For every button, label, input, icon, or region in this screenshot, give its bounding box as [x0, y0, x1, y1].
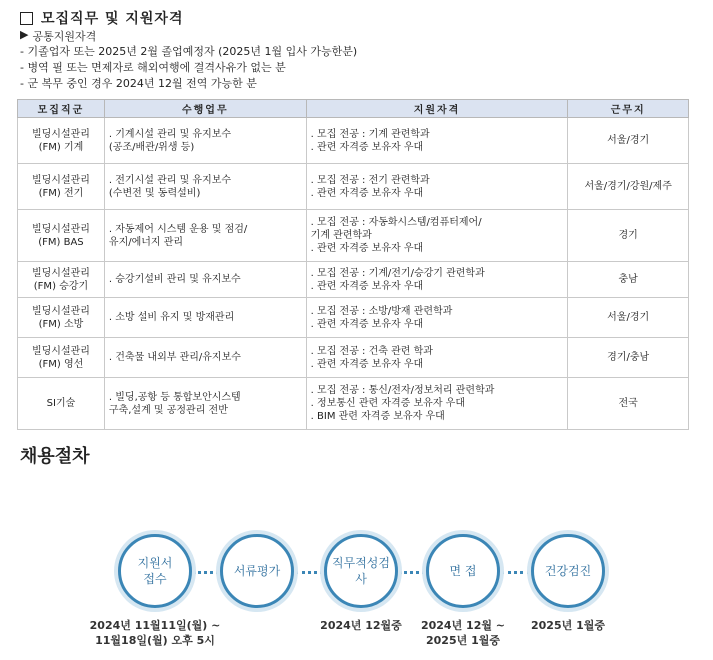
cell-qualifications: [306, 118, 568, 164]
cell-qualifications: [306, 378, 568, 430]
cell-duties: [104, 378, 306, 430]
process-step-label: 직무적성검사: [332, 556, 390, 586]
cell-duties: [104, 298, 306, 338]
cell-qualifications-line: . 관련 자격증 보유자 우대: [310, 280, 424, 292]
cell-location: 서울/경기: [568, 298, 689, 338]
cell-position: [18, 164, 105, 210]
cell-position: [18, 262, 105, 298]
cell-location: 전국: [568, 378, 689, 430]
cell-position-line: (FM) 승강기: [33, 280, 89, 292]
cell-duties-line: (공조/배관/위생 등): [108, 141, 195, 153]
process-step-label: 서류평가: [233, 564, 281, 578]
process-step-circle: [118, 534, 192, 608]
section-heading-text: 모집직무 및 지원자격: [41, 11, 184, 27]
cell-qualifications-line: . 정보통신 관련 자격증 보유자 우대: [310, 398, 465, 409]
cell-qualifications-line: . 모집 전공 : 자동화시스템/컴퓨터제어/: [310, 217, 482, 228]
cell-position-line: (FM) 기계: [38, 141, 84, 153]
cell-qualifications: [306, 338, 568, 378]
cell-position: [18, 378, 105, 430]
cell-qualifications-line: . BIM 관련 자격증 보유자 우대: [310, 411, 445, 422]
process-step-label: 면 접: [449, 564, 477, 578]
connector-dotted-line: [501, 571, 530, 574]
cell-duties-line: . 소방 설비 유지 및 방재관리: [108, 312, 235, 323]
process-step-date-line: 2025년 1월중: [426, 634, 500, 647]
process-step-date-line: 2025년 1월중: [531, 619, 605, 632]
process-step-date-line: 2024년 12월중: [320, 619, 402, 632]
process-step-date-line: 2024년 11월11일(월) ~: [89, 619, 221, 632]
header-duties: 수행업무: [104, 100, 306, 118]
cell-position: [18, 210, 105, 262]
cell-duties-line: 구축,설계 및 공정관리 전반: [108, 404, 228, 416]
cell-position-line: (FM) 영선: [38, 358, 84, 370]
jobs-table: [17, 99, 689, 430]
checkbox-square-icon: [20, 12, 33, 25]
cell-duties: [104, 210, 306, 262]
requirement-item: - 병역 필 또는 면제자로 해외여행에 결격사유가 없는 분: [20, 61, 286, 74]
table-row: [18, 210, 689, 262]
cell-position-line: 빌딩시설관리: [31, 267, 90, 279]
cell-qualifications: [306, 298, 568, 338]
cell-qualifications-line: . 관련 자격증 보유자 우대: [310, 243, 424, 254]
process-step-circle: [324, 534, 398, 608]
cell-qualifications: [306, 164, 568, 210]
cell-location: 충남: [568, 262, 689, 298]
table-header-row: [18, 100, 689, 118]
table-row: [18, 298, 689, 338]
cell-qualifications-line: . 모집 전공 : 기계 관련학과: [310, 128, 430, 140]
cell-duties: [104, 118, 306, 164]
connector-dotted-line: [399, 571, 425, 574]
common-requirements: [20, 44, 357, 92]
header-position: 모집직군: [18, 100, 105, 118]
cell-qualifications-line: . 모집 전공 : 전기 관련학과: [310, 174, 430, 186]
cell-qualifications-line: 기계 관련학과: [310, 230, 372, 241]
cell-location: 서울/경기/강원/제주: [568, 164, 689, 210]
cell-location: 경기: [568, 210, 689, 262]
requirement-item: - 군 복무 중인 경우 2024년 12월 전역 가능한 분: [20, 77, 257, 90]
process-step-date-line: 2024년 12월 ~: [420, 619, 506, 632]
requirement-item: - 기졸업자 또는 2025년 2월 졸업예정자 (2025년 1월 입사 가능한분): [20, 45, 358, 58]
connector-dotted-line: [295, 571, 323, 574]
table-row: [18, 118, 689, 164]
cell-qualifications: [306, 262, 568, 298]
header-qualifications: 지원자격: [306, 100, 568, 118]
process-step-circle: [220, 534, 294, 608]
cell-position-line: 빌딩시설관리: [31, 305, 90, 317]
cell-location: 서울/경기: [568, 118, 689, 164]
cell-qualifications-line: . 모집 전공 : 소방/방재 관련학과: [310, 305, 453, 317]
cell-position: [18, 338, 105, 378]
process-step-date-line: 11월18일(월) 오후 5시: [95, 634, 215, 647]
section-heading: [20, 8, 183, 28]
triangle-right-icon: ▶: [20, 28, 29, 41]
process-flow: [0, 460, 713, 660]
cell-duties-line: . 자동제어 시스템 운용 및 점검/: [108, 223, 248, 235]
table-row: [18, 262, 689, 298]
cell-position-line: SI기술: [46, 398, 76, 409]
cell-duties: [104, 338, 306, 378]
common-title-text: 공통지원자격: [32, 30, 97, 43]
cell-position: [18, 118, 105, 164]
cell-duties-line: . 기계시설 관리 및 유지보수: [108, 128, 232, 140]
process-step-label: 접수: [143, 572, 167, 586]
process-step-circle: [426, 534, 500, 608]
cell-duties-line: . 빌딩,공항 등 통합보안시스템: [108, 391, 241, 403]
table-row: [18, 338, 689, 378]
cell-qualifications-line: . 관련 자격증 보유자 우대: [310, 187, 424, 199]
cell-qualifications: [306, 210, 568, 262]
cell-location: 경기/충남: [568, 338, 689, 378]
cell-position-line: 빌딩시설관리: [31, 223, 90, 235]
cell-position-line: (FM) 전기: [38, 187, 84, 199]
cell-duties: [104, 262, 306, 298]
cell-position-line: 빌딩시설관리: [31, 345, 90, 357]
common-title: [20, 28, 96, 44]
cell-duties-line: . 전기시설 관리 및 유지보수: [108, 174, 232, 186]
cell-position-line: (FM) 소방: [38, 318, 84, 330]
cell-position-line: 빌딩시설관리: [31, 174, 90, 186]
process-step-date: [498, 618, 638, 633]
process-step-label: 건강검진: [544, 564, 592, 578]
cell-qualifications-line: . 모집 전공 : 기계/전기/승강기 관련학과: [310, 267, 485, 279]
process-step-label: 지원서: [137, 556, 173, 570]
cell-qualifications-line: . 모집 전공 : 통신/전자/정보처리 관련학과: [310, 385, 495, 396]
process-title: 채용절차: [20, 446, 90, 467]
process-step-date: [85, 618, 225, 648]
table-row: [18, 378, 689, 430]
cell-qualifications-line: . 관련 자격증 보유자 우대: [310, 141, 424, 153]
cell-duties: [104, 164, 306, 210]
process-step-circle: [531, 534, 605, 608]
cell-position: [18, 298, 105, 338]
cell-duties-line: (수변전 및 동력설비): [108, 187, 201, 199]
header-location: 근무지: [568, 100, 689, 118]
cell-position-line: (FM) BAS: [38, 236, 84, 248]
cell-qualifications-line: . 관련 자격증 보유자 우대: [310, 318, 424, 330]
cell-qualifications-line: . 모집 전공 : 건축 관련 학과: [310, 345, 433, 357]
connector-dotted-line: [193, 571, 219, 574]
cell-duties-line: . 승강기설비 관리 및 유지보수: [108, 274, 241, 285]
cell-duties-line: 유지/에너지 관리: [108, 236, 184, 248]
cell-qualifications-line: . 관련 자격증 보유자 우대: [310, 358, 424, 370]
table-row: [18, 164, 689, 210]
cell-duties-line: . 건축물 내외부 관리/유지보수: [108, 352, 241, 363]
cell-position-line: 빌딩시설관리: [31, 128, 90, 140]
